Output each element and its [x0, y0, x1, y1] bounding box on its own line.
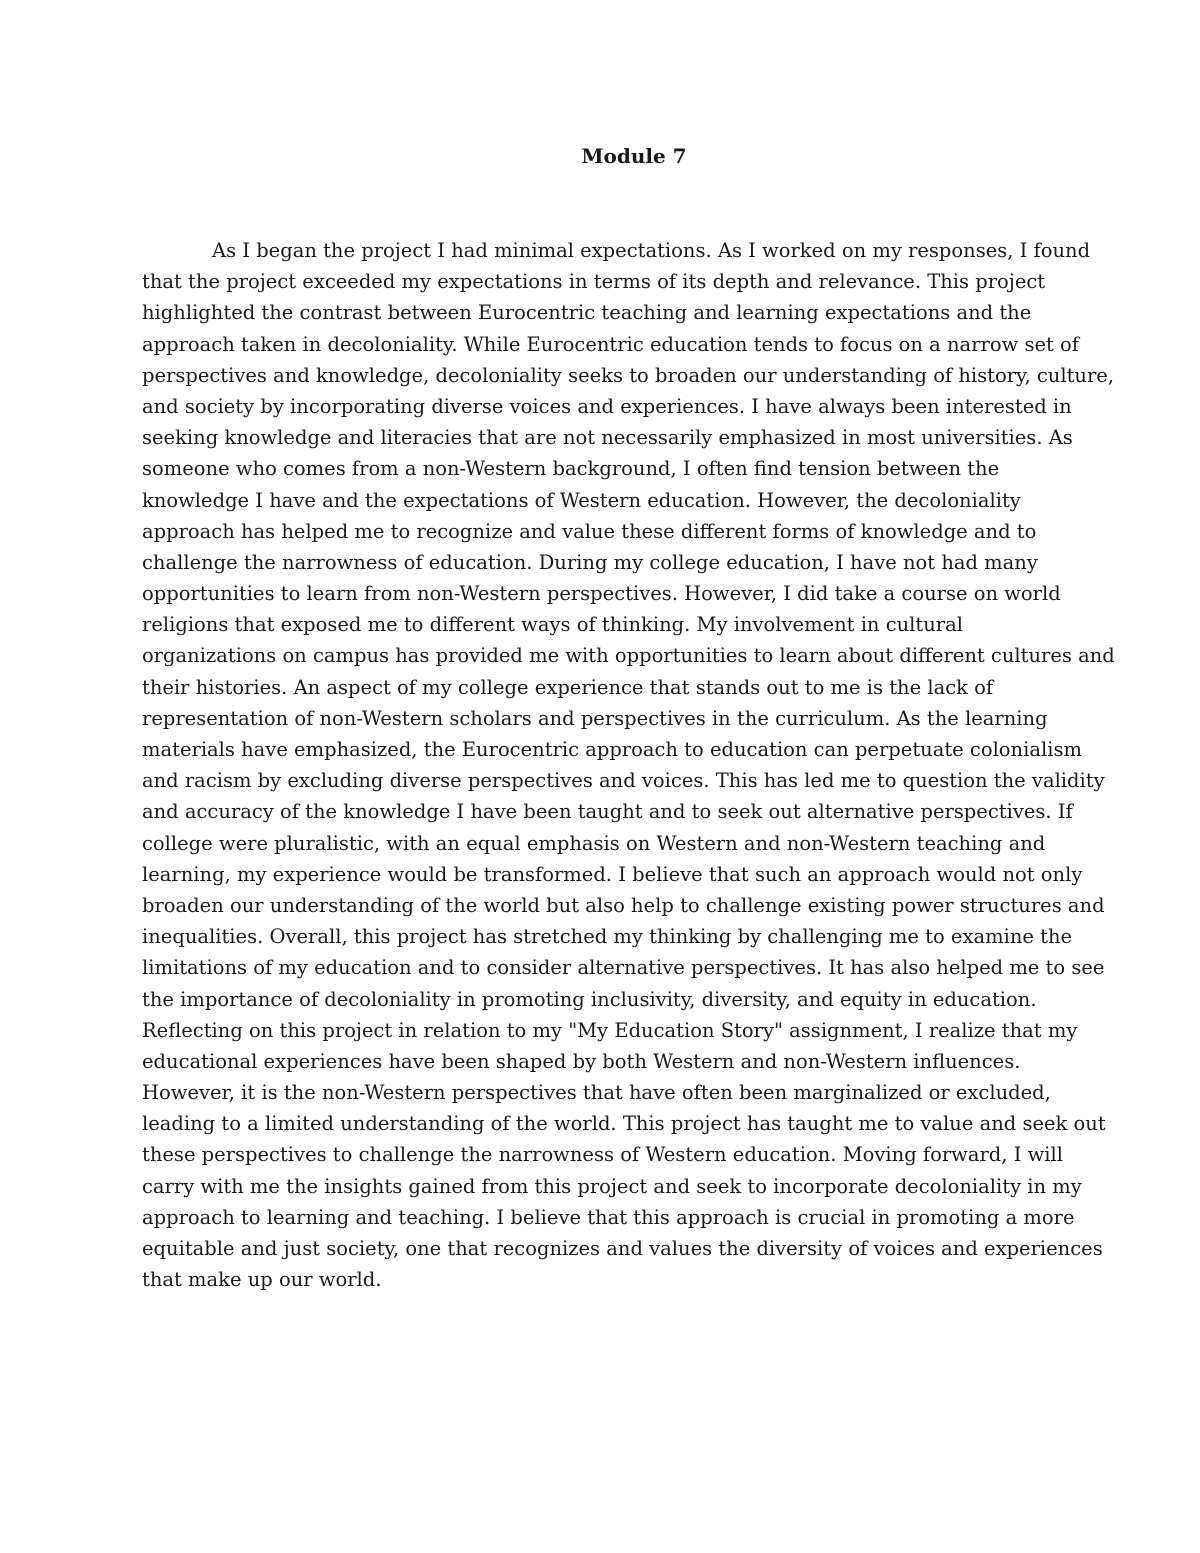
document-title: Module 7	[581, 144, 687, 168]
body-line: approach has helped me to recognize and value these different forms of knowledge and to	[142, 519, 1037, 543]
body-line: materials have emphasized, the Eurocentric approach to education can perpetuate colonialism	[142, 738, 1082, 761]
body-line: Reflecting on this project in relation to my "My Education Story" assignment, I realize that my	[142, 1018, 1078, 1042]
body-line: However, it is the non-Western perspectives that have often been marginalized or excluded,	[142, 1081, 1051, 1105]
body-line: perspectives and knowledge, decoloniality seeks to broaden our understanding of history, culture,	[142, 363, 1115, 387]
body-line: equitable and just society, one that recognizes and values the diversity of voices and experiences	[142, 1237, 1103, 1260]
body-line: opportunities to learn from non-Western perspectives. However, I did take a course on world	[142, 582, 1061, 606]
body-line: these perspectives to challenge the narrowness of Western education. Moving forward, I will	[142, 1143, 1063, 1167]
body-line: that make up our world.	[142, 1268, 382, 1292]
body-line: carry with me the insights gained from this project and seek to incorporate decoloniality in my	[142, 1174, 1082, 1198]
body-line: approach taken in decoloniality. While Eurocentric education tends to focus on a narrow set of	[142, 332, 1079, 356]
body-line: highlighted the contrast between Eurocentric teaching and learning expectations and the	[142, 301, 1032, 325]
body-line: challenge the narrowness of education. During my college education, I have not had many	[142, 550, 1038, 574]
body-line: someone who comes from a non-Western background, I often find tension between the	[142, 457, 1000, 481]
body-line: approach to learning and teaching. I believe that this approach is crucial in promoting a more	[142, 1205, 1075, 1229]
body-line: learning, my experience would be transformed. I believe that such an approach would not only	[142, 862, 1083, 886]
body-line: seeking knowledge and literacies that are not necessarily emphasized in most universities. As	[142, 426, 1073, 450]
body-line: broaden our understanding of the world but also help to challenge existing power structures and	[142, 893, 1105, 917]
body-line: educational experiences have been shaped by both Western and non-Western influences.	[142, 1049, 1021, 1073]
body-line: As I began the project I had minimal expectations. As I worked on my responses, I found	[212, 239, 1091, 262]
body-line: representation of non-Western scholars and perspectives in the curriculum. As the learning	[142, 706, 1048, 730]
body-line: leading to a limited understanding of the world. This project has taught me to value and seek out	[142, 1112, 1106, 1136]
body-line: college were pluralistic, with an equal emphasis on Western and non-Western teaching and	[142, 831, 1046, 855]
document-body	[142, 235, 1115, 1295]
body-line: that the project exceeded my expectations in terms of its depth and relevance. This project	[142, 270, 1046, 294]
body-line: religions that exposed me to different ways of thinking. My involvement in cultural	[142, 613, 963, 637]
body-line: the importance of decoloniality in promoting inclusivity, diversity, and equity in education.	[142, 987, 1037, 1011]
body-line: organizations on campus has provided me with opportunities to learn about different cultures and	[142, 644, 1115, 668]
body-line: and accuracy of the knowledge I have been taught and to seek out alternative perspectives. If	[142, 800, 1073, 824]
body-line: their histories. An aspect of my college experience that stands out to me is the lack of	[142, 675, 994, 699]
body-line: and racism by excluding diverse perspectives and voices. This has led me to question the validity	[142, 769, 1105, 793]
body-line: and society by incorporating diverse voices and experiences. I have always been interested in	[142, 394, 1072, 418]
body-line: knowledge I have and the expectations of Western education. However, the decoloniality	[142, 488, 1021, 512]
body-line: limitations of my education and to consider alternative perspectives. It has also helped me to see	[142, 956, 1105, 980]
body-line: inequalities. Overall, this project has stretched my thinking by challenging me to examine the	[142, 925, 1073, 949]
